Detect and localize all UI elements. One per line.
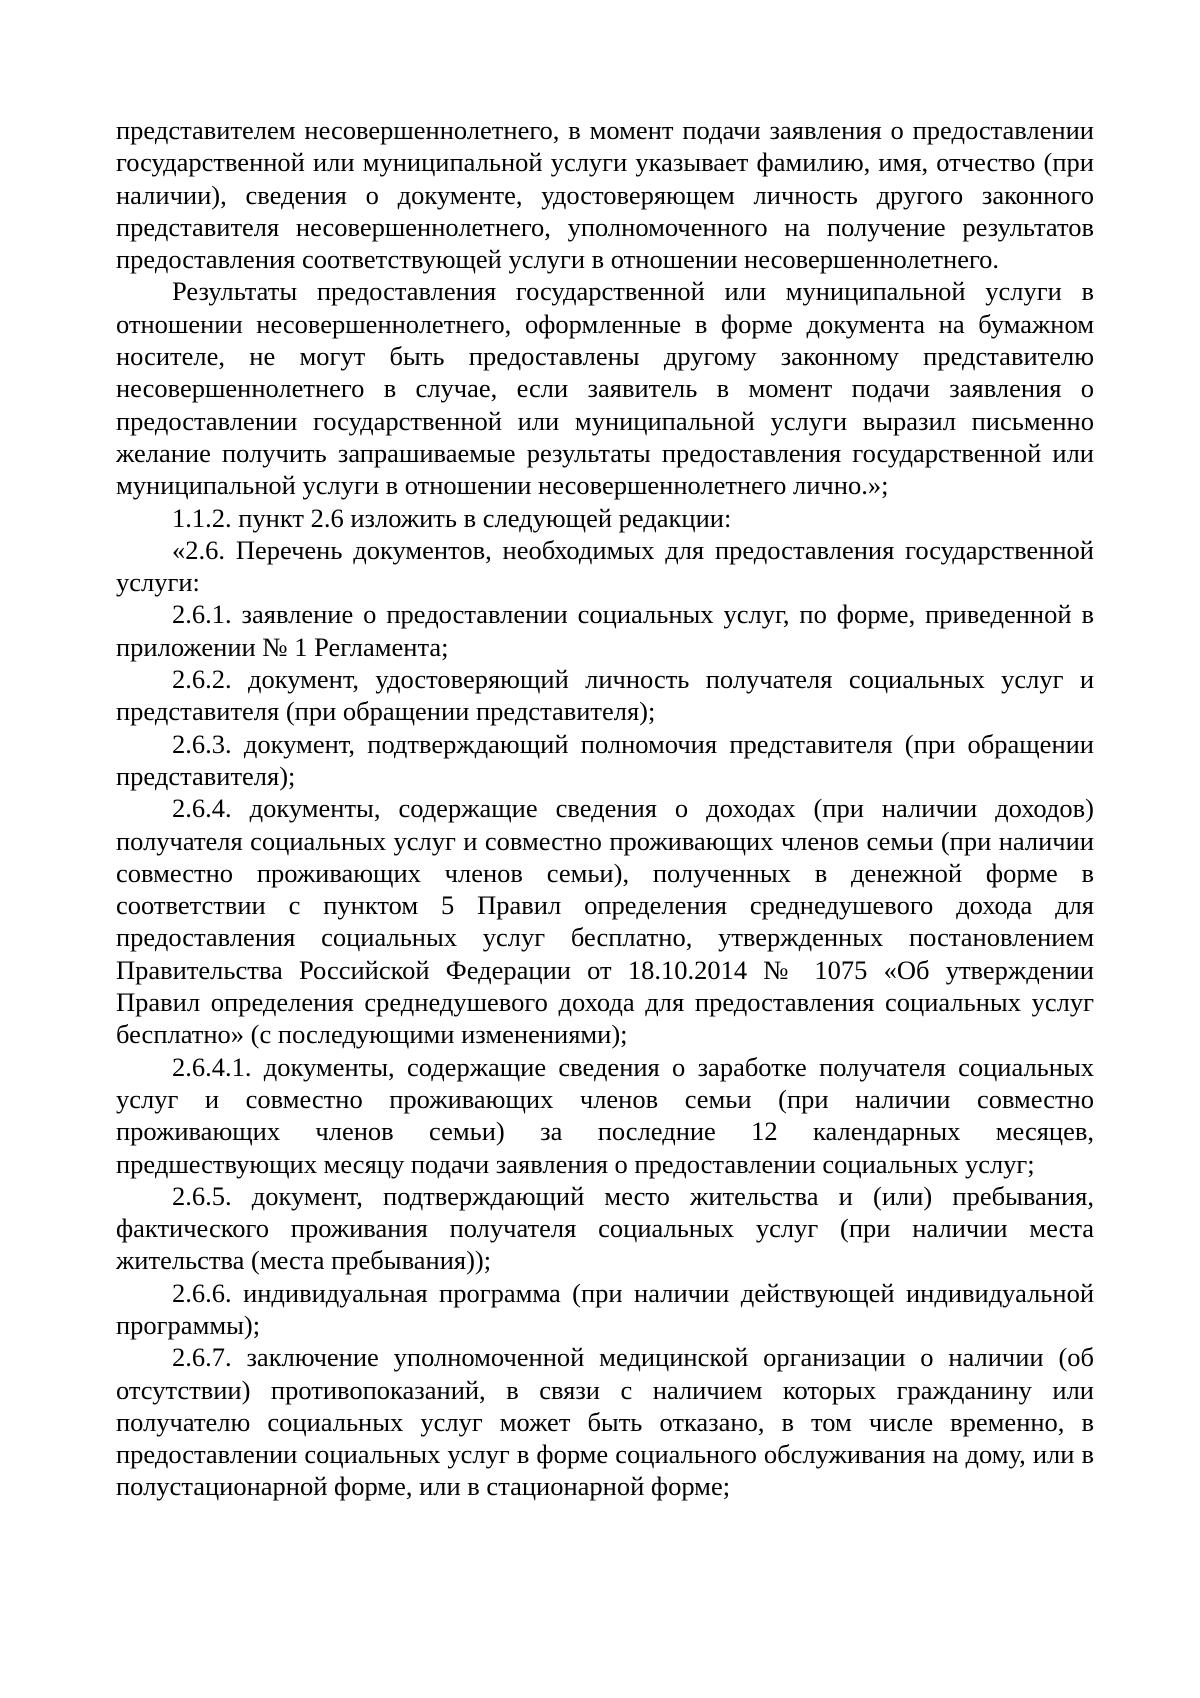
paragraph-1-1-2: 1.1.2. пункт 2.6 изложить в следующей редакции:	[172, 502, 732, 533]
paragraph-2-6-4: 2.6.4. документы, содержащие сведения о доходах (при наличии доходов) получателя социальных услуг и совместно проживающих членов семьи (при наличии совместно проживающих членов семьи), полученных в денежной форме в соответствии с пунктом 5 Правил определения среднедушевого дохода для предоставления социальных услуг бесплатно, утвержденных постановлением Правительства Российской Федерации от 18.10.2014 № 1075 «Об утверждении Правил определения среднедушевого дохода для предоставления социальных услуг бесплатно» (с последующими изменениями);	[116, 793, 1094, 1050]
paragraph-2-6-heading: «2.6. Перечень документов, необходимых для предоставления государственной услуги:	[116, 534, 1094, 598]
paragraph-2-6-7: 2.6.7. заключение уполномоченной медицинской организации о наличии (об отсутствии) противопоказаний, в связи с наличием которых гражданину или получателю социальных услуг может быть отказано, в том числе временно, в предоставлении социальных услуг в форме социального обслуживания на дому, или в полустационарной форме, или в стационарной форме;	[116, 1342, 1094, 1502]
paragraph-continuation-representative: представителем несовершеннолетнего, в момент подачи заявления о предоставлении государственной или муниципальной услуги указывает фамилию, имя, отчество (при наличии), сведения о документе, удостоверяющем личность другого законного представителя несовершеннолетнего, уполномоченного на получение результатов предоставления соответствующей услуги в отношении несовершеннолетнего.	[116, 115, 1094, 275]
paragraph-2-6-6: 2.6.6. индивидуальная программа (при наличии действующей индивидуальной программы);	[116, 1277, 1094, 1340]
paragraph-2-6-1: 2.6.1. заявление о предоставлении социальных услуг, по форме, приведенной в приложении № 1 Регламента;	[116, 599, 1094, 662]
paragraph-2-6-2: 2.6.2. документ, удостоверяющий личность получателя социальных услуг и представителя (при обращении представителя);	[116, 664, 1094, 727]
paragraph-2-6-3: 2.6.3. документ, подтверждающий полномочия представителя (при обращении представителя);	[116, 728, 1094, 791]
paragraph-2-6-5: 2.6.5. документ, подтверждающий место жительства и (или) пребывания, фактического проживания получателя социальных услуг (при наличии места жительства (места пребывания));	[116, 1180, 1094, 1276]
paragraph-results-of-service: Результаты предоставления государственной или муниципальной услуги в отношении несовершеннолетнего, оформленные в форме документа на бумажном носителе, не могут быть предоставлены другому законному представителю несовершеннолетнего в случае, если заявитель в момент подачи заявления о предоставлении государственной или муниципальной услуги выразил письменно желание получить запрашиваемые результаты предоставления государственной или муниципальной услуги в отношении несовершеннолетнего лично.»;	[116, 276, 1094, 501]
document-page	[116, 114, 1094, 1503]
paragraph-2-6-4-1: 2.6.4.1. документы, содержащие сведения о заработке получателя социальных услуг и совместно проживающих членов семьи (при наличии совместно проживающих членов семьи) за последние 12 календарных месяцев, предшествующих месяцу подачи заявления о предоставлении социальных услуг;	[116, 1051, 1094, 1179]
